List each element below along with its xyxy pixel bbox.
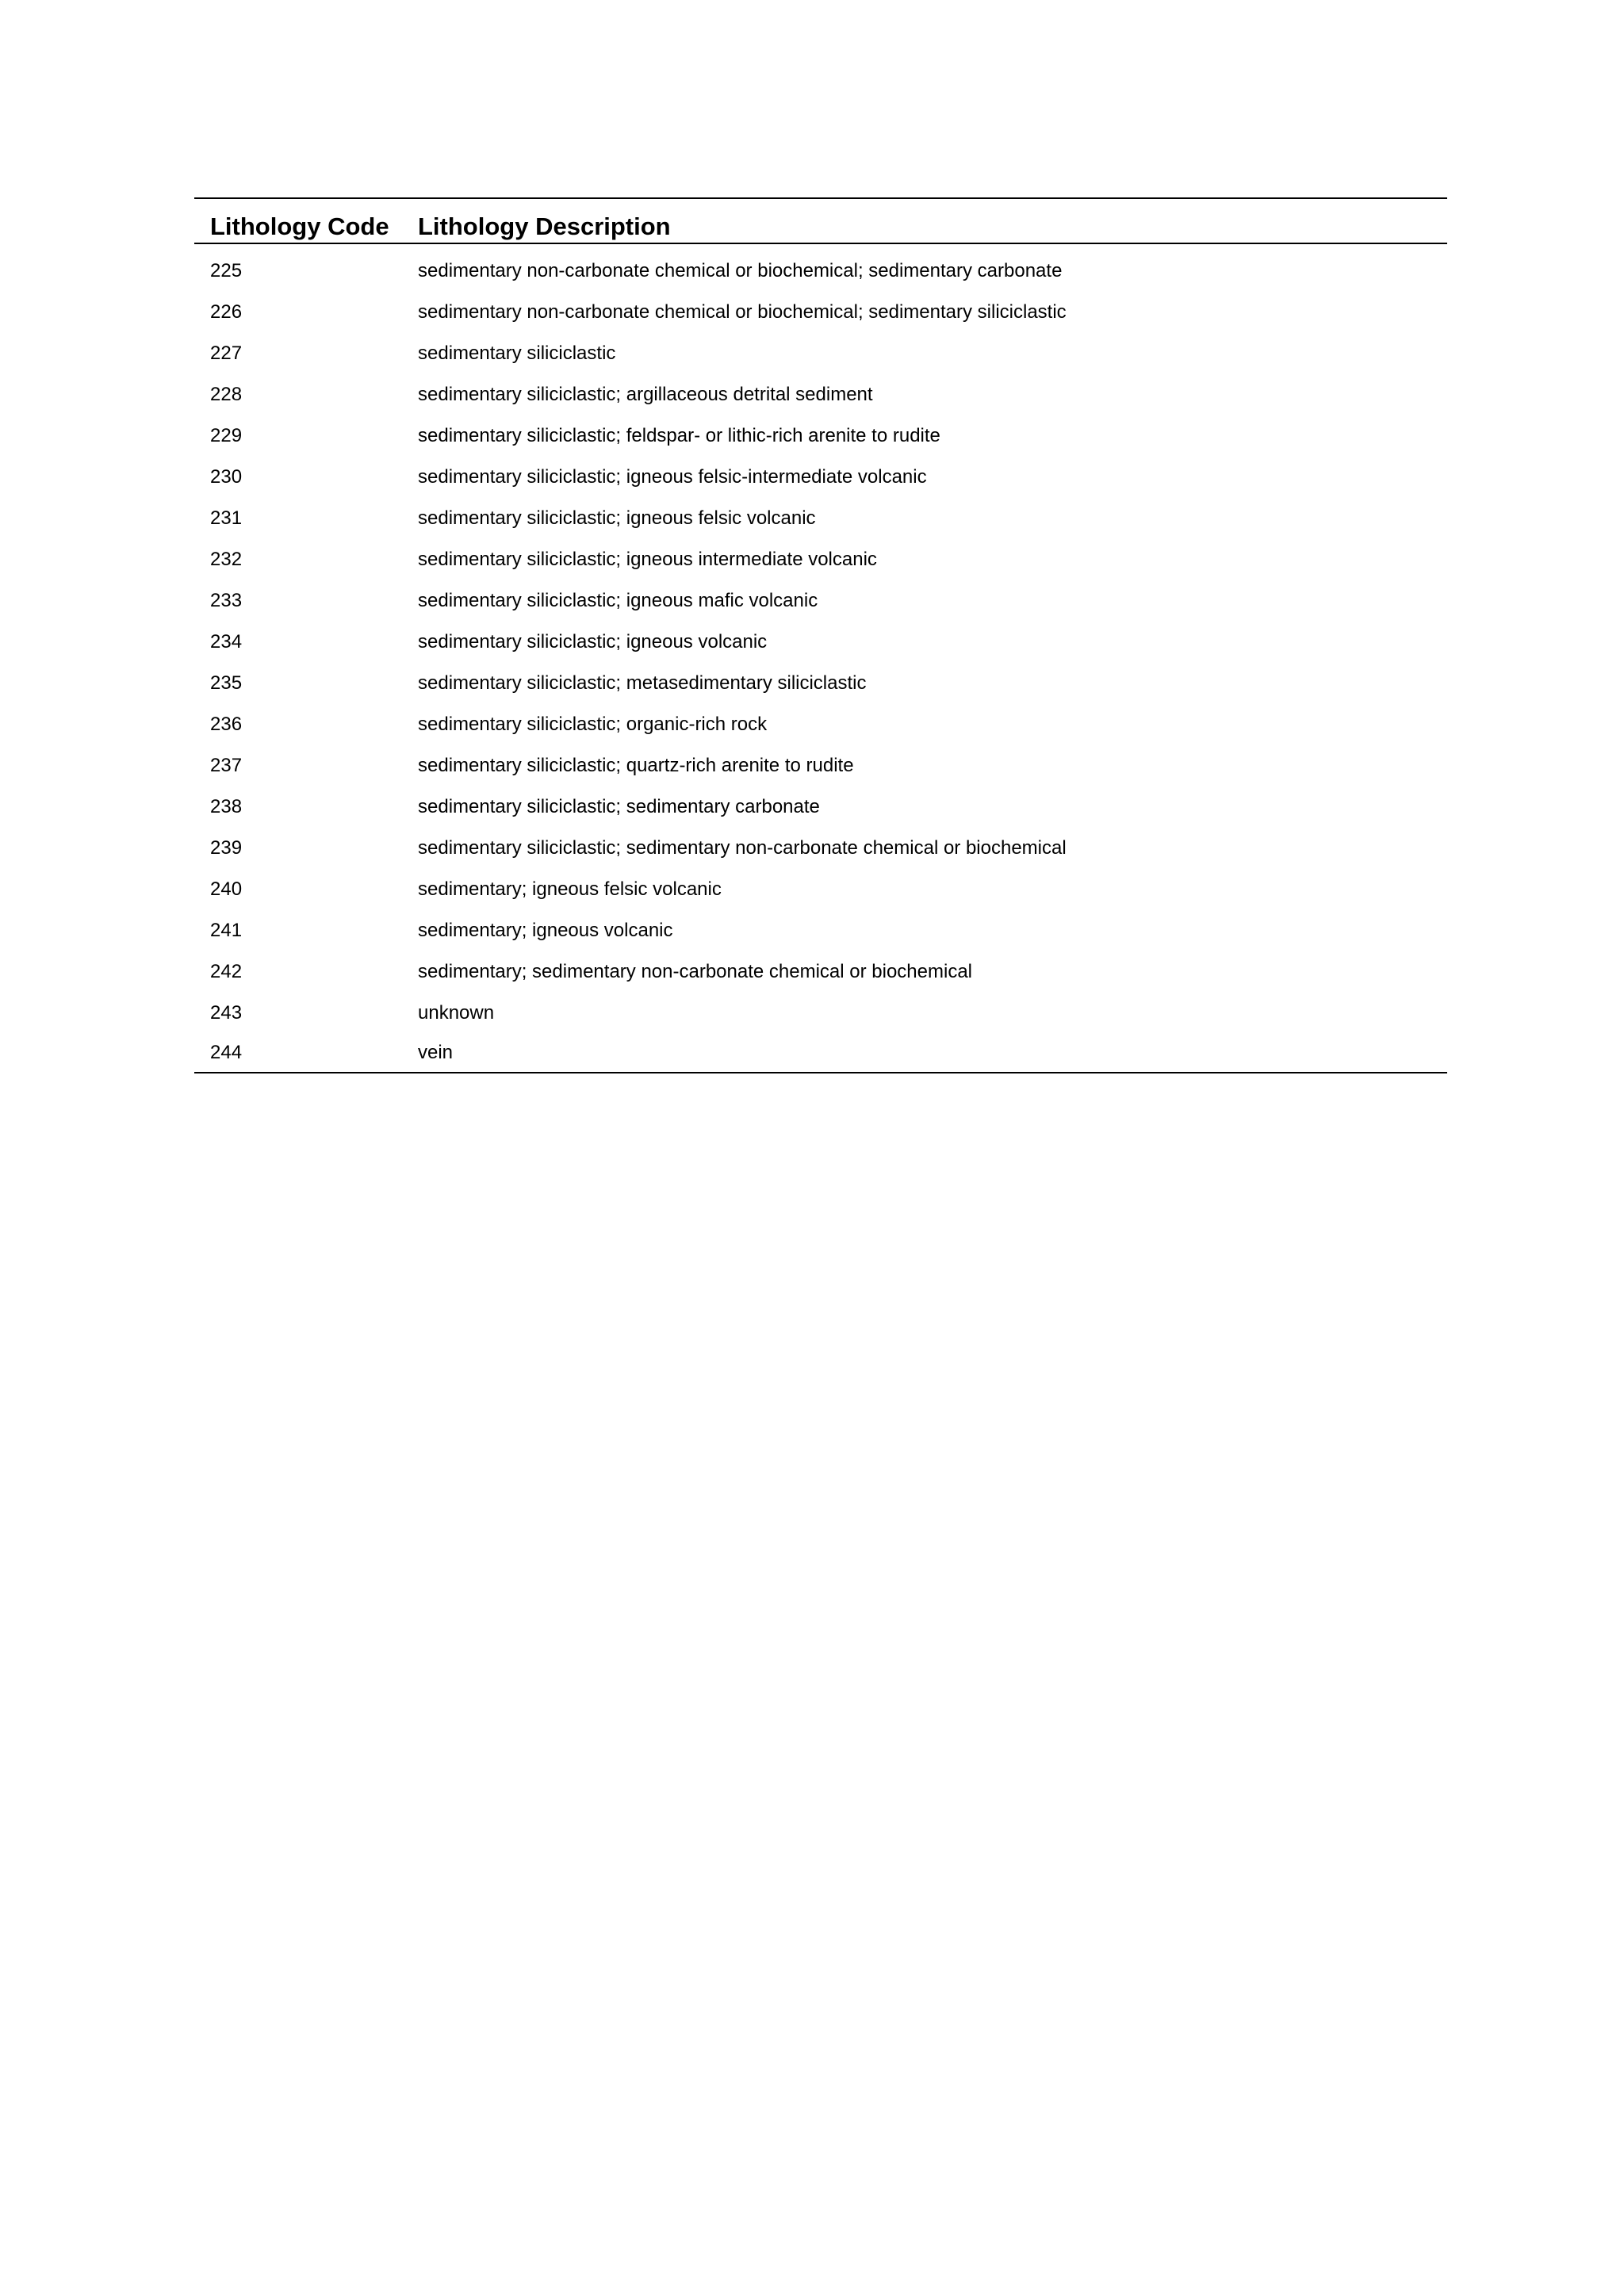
table-header xyxy=(194,198,1447,243)
lithology-description-cell: sedimentary siliciclastic; sedimentary non-carbonate chemical or biochemical xyxy=(418,837,1067,859)
lithology-description-cell: sedimentary non-carbonate chemical or biochemical; sedimentary siliciclastic xyxy=(418,301,1067,323)
lithology-code-cell: 242 xyxy=(210,961,243,982)
table-row xyxy=(194,704,1447,745)
lithology-description-cell: vein xyxy=(402,1034,1447,1073)
lithology-code-cell: 244 xyxy=(194,1034,402,1073)
table-row xyxy=(194,539,1447,580)
lithology-description-cell: sedimentary siliciclastic; sedimentary carbonate xyxy=(418,796,820,817)
lithology-description-cell: sedimentary siliciclastic; argillaceous detrital sediment xyxy=(418,384,873,405)
lithology-code-cell: 229 xyxy=(210,425,243,446)
table-row xyxy=(194,951,1447,993)
table-row xyxy=(194,828,1447,869)
lithology-description-cell: sedimentary siliciclastic; igneous mafic volcanic xyxy=(418,590,818,611)
lithology-code-cell: 227 xyxy=(210,342,243,364)
lithology-code-cell: 231 xyxy=(210,507,243,529)
table-body xyxy=(194,243,1447,1073)
header-lithology-code: Lithology Code xyxy=(194,198,402,243)
lithology-description-cell: sedimentary siliciclastic; feldspar- or lithic-rich arenite to rudite xyxy=(418,425,940,446)
table-row xyxy=(194,869,1447,910)
lithology-code-cell: 237 xyxy=(210,755,243,776)
table-row xyxy=(194,498,1447,539)
table-row xyxy=(194,333,1447,374)
lithology-description-cell: sedimentary siliciclastic; igneous volcanic xyxy=(418,631,768,652)
lithology-description-cell: sedimentary siliciclastic; organic-rich rock xyxy=(418,714,768,735)
table-row xyxy=(194,457,1447,498)
table-row xyxy=(194,910,1447,951)
lithology-description-cell: sedimentary non-carbonate chemical or biochemical; sedimentary carbonate xyxy=(418,260,1063,281)
lithology-code-cell: 239 xyxy=(210,837,243,859)
lithology-code-cell: 225 xyxy=(210,260,243,281)
lithology-code-cell: 236 xyxy=(210,714,243,735)
lithology-code-cell: 235 xyxy=(210,672,243,694)
lithology-code-cell: 233 xyxy=(210,590,243,611)
lithology-description-cell: sedimentary siliciclastic; quartz-rich arenite to rudite xyxy=(418,755,854,776)
lithology-code-cell: 241 xyxy=(210,920,243,941)
lithology-code-cell: 243 xyxy=(210,1002,243,1024)
table-row xyxy=(194,786,1447,828)
header-row xyxy=(194,198,1447,243)
lithology-description-cell: sedimentary siliciclastic xyxy=(418,342,616,364)
lithology-description-cell: sedimentary; igneous felsic volcanic xyxy=(418,878,722,900)
lithology-code-cell: 226 xyxy=(210,301,243,323)
table-row xyxy=(194,1034,1447,1073)
lithology-description-cell: sedimentary; igneous volcanic xyxy=(418,920,673,941)
lithology-description-cell: unknown xyxy=(418,1002,495,1024)
lithology-code-cell: 240 xyxy=(210,878,243,900)
lithology-code-cell: 238 xyxy=(210,796,243,817)
lithology-code-cell: 228 xyxy=(210,384,243,405)
lithology-description-cell: sedimentary siliciclastic; igneous felsic volcanic xyxy=(418,507,816,529)
lithology-description-cell: sedimentary siliciclastic; igneous intermediate volcanic xyxy=(418,549,877,570)
table-row xyxy=(194,415,1447,457)
lithology-table xyxy=(194,197,1447,1073)
lithology-description-cell: sedimentary siliciclastic; metasedimentary siliciclastic xyxy=(418,672,867,694)
table-row xyxy=(194,993,1447,1034)
table-row xyxy=(194,580,1447,622)
table-row xyxy=(194,243,1447,292)
lithology-description-cell: sedimentary; sedimentary non-carbonate chemical or biochemical xyxy=(418,961,972,982)
lithology-code-cell: 234 xyxy=(210,631,243,652)
table-row xyxy=(194,292,1447,333)
table-row xyxy=(194,622,1447,663)
lithology-description-cell: sedimentary siliciclastic; igneous felsic-intermediate volcanic xyxy=(418,466,927,488)
table-row xyxy=(194,663,1447,704)
table-row xyxy=(194,745,1447,786)
table-row xyxy=(194,374,1447,415)
header-lithology-description: Lithology Description xyxy=(402,198,1447,243)
lithology-code-cell: 232 xyxy=(210,549,243,570)
lithology-code-cell: 230 xyxy=(210,466,243,488)
